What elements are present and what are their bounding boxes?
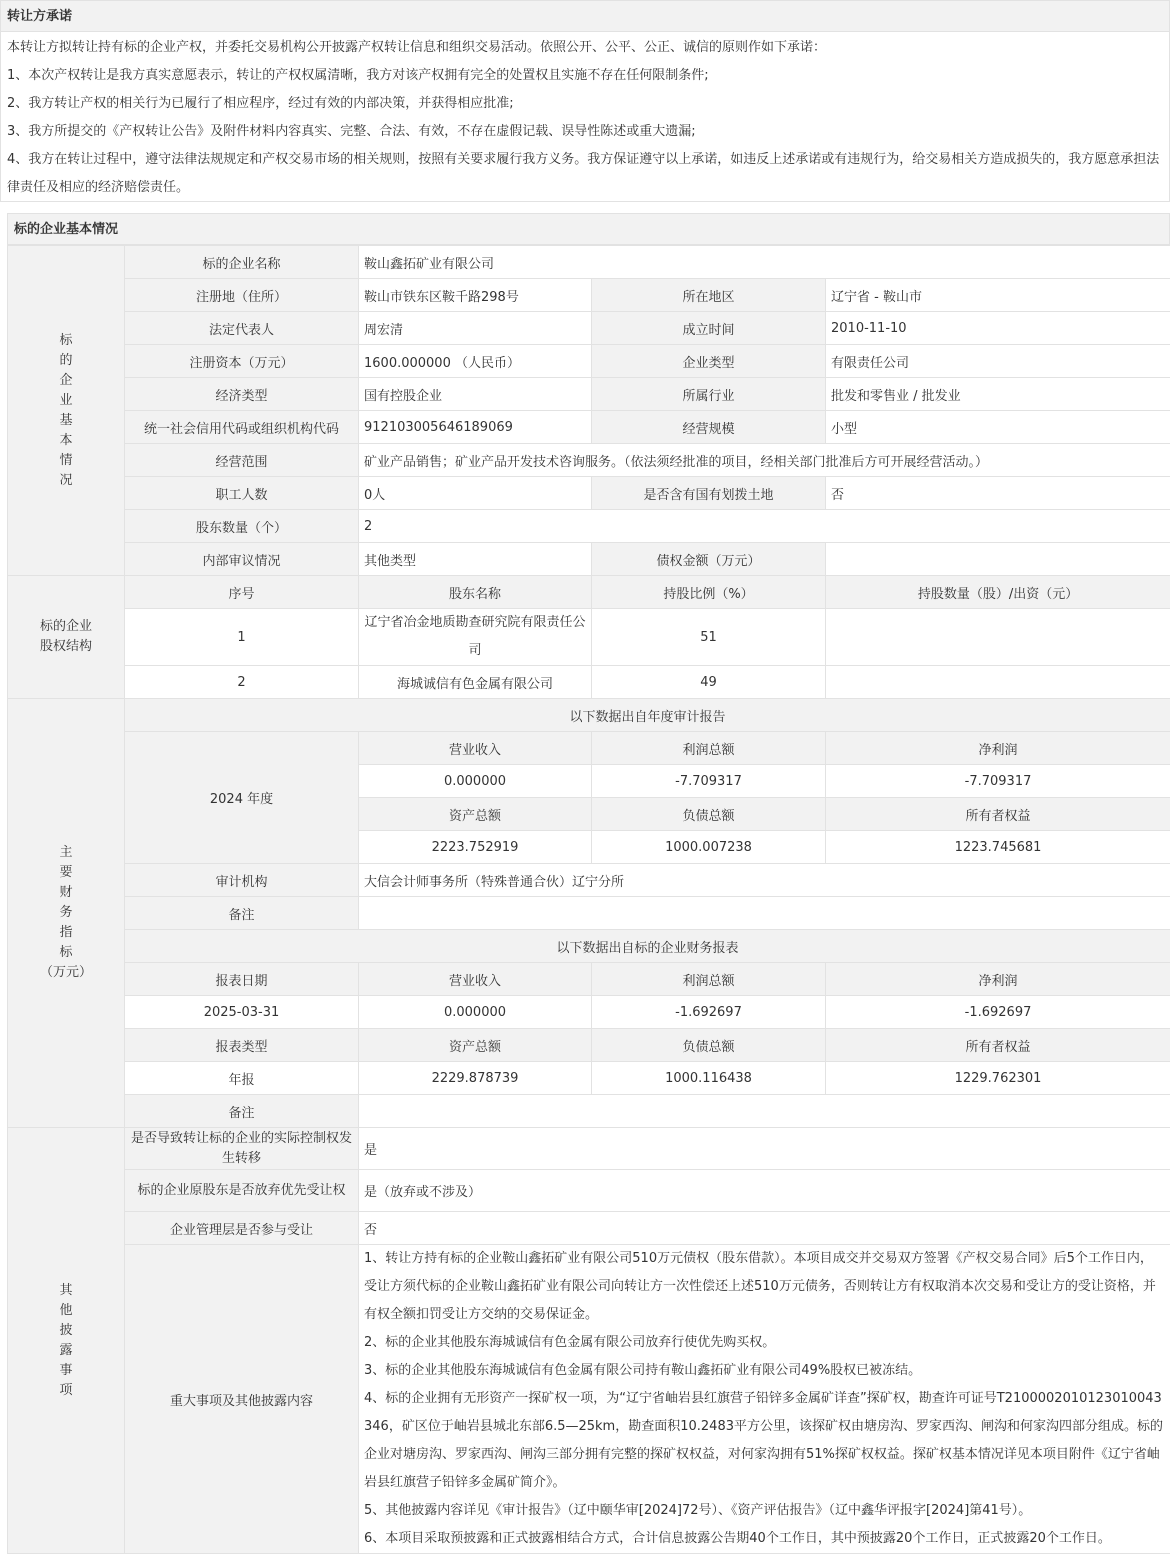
equity-header-ratio: 持股比例（%）: [592, 576, 826, 609]
annual-h-assets: 资产总额: [359, 798, 592, 831]
major-item: 2、标的企业其他股东海城诚信有色金属有限公司放弃行使优先购买权。: [364, 1329, 1165, 1357]
remark-label: 备注: [125, 897, 359, 930]
annual-assets: 2223.752919: [359, 831, 592, 864]
credit-label: 统一社会信用代码或组织机构代码: [125, 411, 359, 444]
report-assets: 2229.878739: [359, 1062, 592, 1095]
basic-group-text: 标的企业基本情况: [59, 331, 73, 491]
report-h-revenue: 营业收入: [359, 963, 592, 996]
region-value: 辽宁省 - 鞍山市: [826, 279, 1170, 312]
audit-value: 其他类型: [359, 543, 592, 576]
major-item: 3、标的企业其他股东海城诚信有色金属有限公司持有鞍山鑫拓矿业有限公司49%股权已被冻结。: [364, 1357, 1165, 1385]
major-item: 6、本项目采取预披露和正式披露相结合方式，合计信息披露公告期40个工作日，其中预披露20个工作日，正式披露20个工作日。: [364, 1525, 1165, 1553]
report-caption: 以下数据出自标的企业财务报表: [125, 930, 1170, 963]
remark-value: [359, 897, 1170, 930]
land-value: 否: [826, 477, 1170, 510]
main-table-wrap: [7, 245, 1170, 1554]
industry-value: 批发和零售业 / 批发业: [826, 378, 1170, 411]
commitment-intro: 本转让方拟转让持有标的企业产权，并委托交易机构公开披露产权转让信息和组织交易活动。依照公开、公平、公正、诚信的原则作如下承诺：: [7, 34, 1163, 62]
scale-label: 经营规模: [592, 411, 826, 444]
main-table: [7, 245, 1170, 1554]
commitment-title: 转让方承诺: [0, 0, 1170, 32]
land-label: 是否含有国有划拨土地: [592, 477, 826, 510]
annual-h-net: 净利润: [826, 732, 1170, 765]
equity-no: 2: [125, 666, 359, 699]
address-label: 注册地（住所）: [125, 279, 359, 312]
econ-value: 国有控股企业: [359, 378, 592, 411]
report-equity: 1229.762301: [826, 1062, 1170, 1095]
basic-group-label: [8, 246, 125, 576]
audit-label: 内部审议情况: [125, 543, 359, 576]
report-h-net: 净利润: [826, 963, 1170, 996]
finance-group-label: [8, 699, 125, 1128]
report-h-assets: 资产总额: [359, 1029, 592, 1062]
annual-liab: 1000.007238: [592, 831, 826, 864]
type-label: 企业类型: [592, 345, 826, 378]
equity-ratio: 49: [592, 666, 826, 699]
industry-label: 所属行业: [592, 378, 826, 411]
annual-caption: 以下数据出自年度审计报告: [125, 699, 1170, 732]
report-h-equity: 所有者权益: [826, 1029, 1170, 1062]
equity-name: 辽宁省冶金地质勘查研究院有限责任公司: [359, 609, 592, 666]
annual-profit: -7.709317: [592, 765, 826, 798]
region-label: 所在地区: [592, 279, 826, 312]
equity-ratio: 51: [592, 609, 826, 666]
report-net: -1.692697: [826, 996, 1170, 1029]
report-revenue: 0.000000: [359, 996, 592, 1029]
report-h-liab: 负债总额: [592, 1029, 826, 1062]
major-label: 重大事项及其他披露内容: [125, 1245, 359, 1554]
mgmt-value: 否: [359, 1212, 1170, 1245]
report-type-label: 报表类型: [125, 1029, 359, 1062]
equity-amount: [826, 666, 1170, 699]
equity-group-label: [8, 576, 125, 699]
commitment-item: 2、我方转让产权的相关行为已履行了相应程序，经过有效的内部决策，并获得相应批准;: [7, 90, 1163, 118]
debt-value: [826, 543, 1170, 576]
equity-amount: [826, 609, 1170, 666]
company-name-value: 鞍山鑫拓矿业有限公司: [359, 246, 1170, 279]
capital-label: 注册资本（万元）: [125, 345, 359, 378]
basic-title: 标的企业基本情况: [7, 213, 1170, 245]
major-item: 1、转让方持有标的企业鞍山鑫拓矿业有限公司510万元债权（股东借款）。本项目成交并交易双方签署《产权交易合同》后5个工作日内，受让方须代标的企业鞍山鑫拓矿业有限公司向转让方一次性偿还上述510万元债务，否则转让方有权取消本次交易和受让方的受让资格，并有权全额扣罚受让方交纳的交易保证金。: [364, 1245, 1165, 1329]
finance-unit-text: （万元）: [13, 963, 119, 983]
holders-count-value: 2: [359, 510, 1170, 543]
annual-year: 2024 年度: [125, 732, 359, 864]
commitment-body: [0, 32, 1170, 202]
capital-value: 1600.000000 （人民币）: [359, 345, 592, 378]
equity-header-amount: 持股数量（股）/出资（元）: [826, 576, 1170, 609]
equity-header-no: 序号: [125, 576, 359, 609]
credit-value: 912103005646189069: [359, 411, 592, 444]
equity-no: 1: [125, 609, 359, 666]
annual-h-revenue: 营业收入: [359, 732, 592, 765]
econ-label: 经济类型: [125, 378, 359, 411]
remark2-value: [359, 1095, 1170, 1128]
table-row: [8, 609, 1170, 666]
other-group-text: 其他披露事项: [59, 1281, 73, 1401]
equity-group-line: 标的企业: [13, 617, 119, 637]
report-date: 2025-03-31: [125, 996, 359, 1029]
staff-label: 职工人数: [125, 477, 359, 510]
commitment-item: 1、本次产权转让是我方真实意愿表示，转让的产权权属清晰，我方对该产权拥有完全的处置权且实施不存在任何限制条件;: [7, 62, 1163, 90]
auditor-label: 审计机构: [125, 864, 359, 897]
report-profit: -1.692697: [592, 996, 826, 1029]
founded-label: 成立时间: [592, 312, 826, 345]
equity-group-line: 股权结构: [13, 637, 119, 657]
legal-rep-label: 法定代表人: [125, 312, 359, 345]
auditor-value: 大信会计师事务所（特殊普通合伙）辽宁分所: [359, 864, 1170, 897]
annual-h-profit: 利润总额: [592, 732, 826, 765]
table-row: [8, 666, 1170, 699]
commitment-item: 4、我方在转让过程中，遵守法律法规规定和产权交易市场的相关规则，按照有关要求履行我方义务。我方保证遵守以上承诺，如违反上述承诺或有违规行为，给交易相关方造成损失的，我方愿意承担法律责任及相应的经济赔偿责任。: [7, 146, 1163, 202]
report-h-profit: 利润总额: [592, 963, 826, 996]
report-liab: 1000.116438: [592, 1062, 826, 1095]
major-item: 4、标的企业拥有无形资产一探矿权一项，为“辽宁省岫岩县红旗营子铅锌多金属矿详查”探矿权，勘查许可证号T2100002010123010043346，矿区位于岫岩县城北东部6.5—25km，勘查面积10.2483平方公里，该探矿权由塘房沟、罗家西沟、闸沟和何家沟四部分组成。标的企业对塘房沟、罗家西沟、闸沟三部分拥有完整的探矿权权益，对何家沟拥有51%探矿权权益。探矿权基本情况详见本项目附件《辽宁省岫岩县红旗营子铅锌多金属矿简介》。: [364, 1385, 1165, 1497]
commitment-section: [0, 0, 1170, 202]
mgmt-label: 企业管理层是否参与受让: [125, 1212, 359, 1245]
finance-group-text: 主要财务指标: [59, 843, 73, 963]
report-type: 年报: [125, 1062, 359, 1095]
legal-rep-value: 周宏清: [359, 312, 592, 345]
report-date-label: 报表日期: [125, 963, 359, 996]
commitment-item: 3、我方所提交的《产权转让公告》及附件材料内容真实、完整、合法、有效，不存在虚假记载、误导性陈述或重大遗漏;: [7, 118, 1163, 146]
type-value: 有限责任公司: [826, 345, 1170, 378]
company-name-label: 标的企业名称: [125, 246, 359, 279]
major-value: [359, 1245, 1170, 1554]
annual-h-equity: 所有者权益: [826, 798, 1170, 831]
debt-label: 债权金额（万元）: [592, 543, 826, 576]
address-value: 鞍山市铁东区鞍千路298号: [359, 279, 592, 312]
other-group-label: [8, 1128, 125, 1554]
scope-value: 矿业产品销售；矿业产品开发技术咨询服务。（依法须经批准的项目，经相关部门批准后方可开展经营活动。）: [359, 444, 1170, 477]
annual-net: -7.709317: [826, 765, 1170, 798]
holders-count-label: 股东数量（个）: [125, 510, 359, 543]
preempt-value: 是（放弃或不涉及）: [359, 1170, 1170, 1212]
scale-value: 小型: [826, 411, 1170, 444]
equity-header-name: 股东名称: [359, 576, 592, 609]
annual-revenue: 0.000000: [359, 765, 592, 798]
equity-name: 海城诚信有色金属有限公司: [359, 666, 592, 699]
basic-section: [7, 213, 1170, 245]
control-value: 是: [359, 1128, 1170, 1170]
annual-h-liab: 负债总额: [592, 798, 826, 831]
scope-label: 经营范围: [125, 444, 359, 477]
annual-equity: 1223.745681: [826, 831, 1170, 864]
founded-value: 2010-11-10: [826, 312, 1170, 345]
staff-value: 0人: [359, 477, 592, 510]
remark2-label: 备注: [125, 1095, 359, 1128]
control-label: 是否导致转让标的企业的实际控制权发生转移: [125, 1128, 359, 1170]
preempt-label: 标的企业原股东是否放弃优先受让权: [125, 1170, 359, 1212]
major-item: 5、其他披露内容详见《审计报告》（辽中颐华审[2024]72号）、《资产评估报告》（辽中鑫华评报字[2024]第41号）。: [364, 1497, 1165, 1525]
